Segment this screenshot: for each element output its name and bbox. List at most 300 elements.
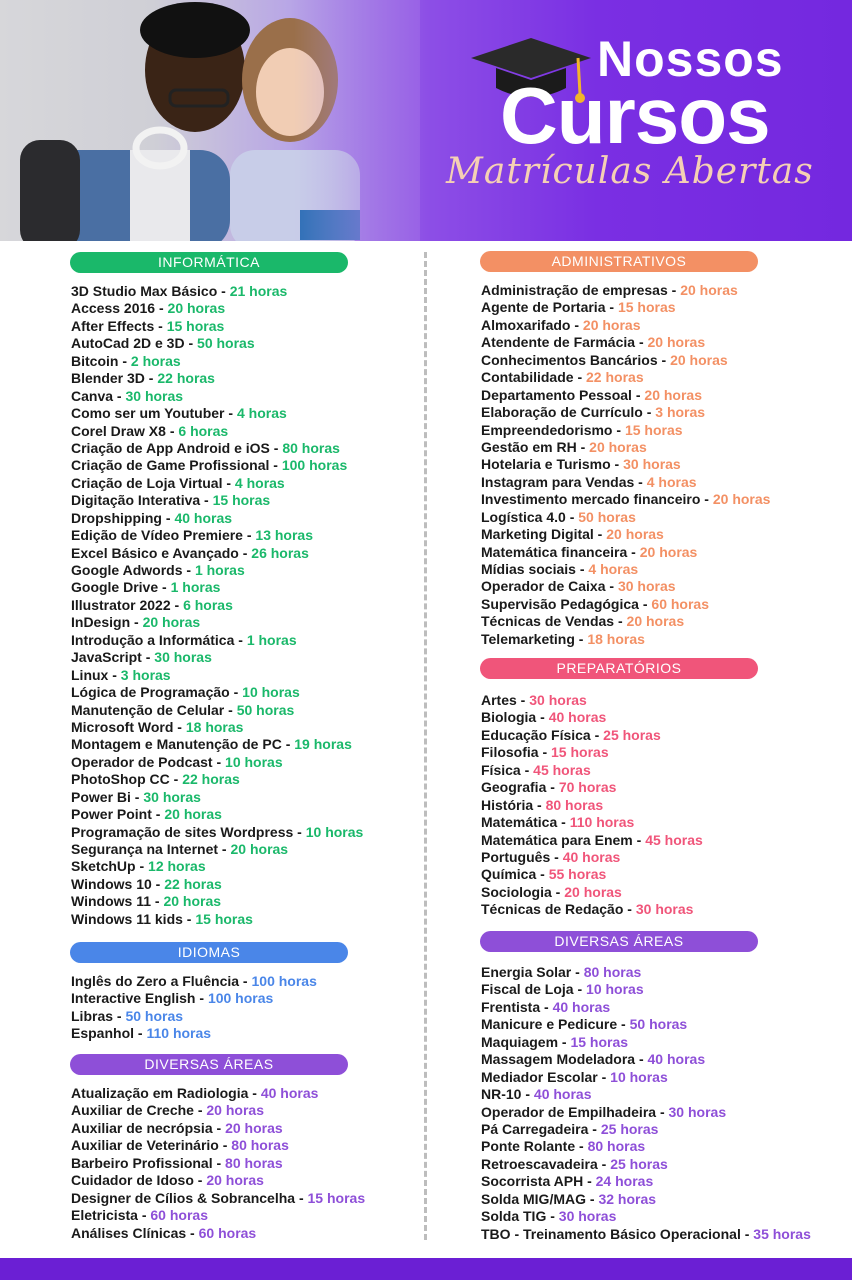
course-hours: 35 horas: [753, 1225, 811, 1242]
course-name: Retroescavadeira: [481, 1155, 598, 1172]
course-item: Designer de Cílios & Sobrancelha - 15 horas: [71, 1189, 366, 1206]
course-list: [481, 964, 811, 1243]
course-name: Manicure e Pedicure: [481, 1016, 618, 1033]
course-item: Matemática para Enem - 45 horas: [481, 831, 703, 848]
course-item: NR-10 - 40 horas: [481, 1086, 592, 1103]
course-item: Manicure e Pedicure - 50 horas: [481, 1016, 688, 1033]
course-item: Interactive English - 100 horas: [71, 990, 274, 1007]
course-item: Programação de sites Wordpress - 10 horas: [71, 823, 364, 840]
course-name: Operador de Caixa: [481, 578, 606, 595]
course-name: Massagem Modeladora: [481, 1051, 636, 1068]
course-name: Criação de Loja Virtual: [71, 474, 223, 491]
course-name: Energia Solar: [481, 964, 572, 980]
course-hours: 20 horas: [647, 334, 706, 351]
course-item: 3D Studio Max Básico - 21 horas: [71, 283, 288, 299]
course-hours: 80 horas: [545, 796, 604, 813]
course-hours: 20 horas: [670, 351, 728, 368]
course-hours: 20 horas: [582, 316, 641, 333]
course-name: PhotoShop CC: [71, 771, 170, 788]
course-name: Power Bi: [71, 788, 131, 805]
course-hours: 50 horas: [236, 701, 295, 718]
course-hours: 15 horas: [617, 299, 676, 316]
course-name: Pá Carregadeira: [481, 1120, 589, 1137]
course-item: Almoxarifado - 20 horas: [481, 316, 641, 333]
course-name: Operador de Empilhadeira: [481, 1103, 657, 1120]
course-hours: 15 horas: [307, 1189, 366, 1206]
course-hours: 12 horas: [148, 858, 206, 875]
course-hours: 20 horas: [225, 1119, 283, 1136]
course-hours: 40 horas: [533, 1086, 592, 1103]
course-name: Almoxarifado: [481, 316, 571, 333]
course-item: Telemarketing - 18 horas: [481, 630, 645, 647]
course-name: Português: [481, 848, 551, 865]
course-item: Criação de Game Profissional - 100 horas: [71, 457, 348, 474]
course-hours: 40 horas: [174, 509, 233, 526]
course-name: Artes: [481, 692, 517, 708]
course-name: Illustrator 2022: [71, 596, 171, 613]
course-hours: 20 horas: [626, 613, 685, 630]
course-name: Designer de Cílios & Sobrancelha: [71, 1189, 296, 1206]
course-item: Solda TIG - 30 horas: [481, 1208, 617, 1225]
course-hours: 30 horas: [623, 456, 681, 473]
course-hours: 18 horas: [185, 718, 244, 735]
course-hours: 60 horas: [651, 595, 709, 612]
course-name: AutoCad 2D e 3D: [71, 335, 185, 352]
course-hours: 110 horas: [569, 814, 635, 831]
course-name: Lógica de Programação: [71, 684, 230, 701]
course-item: Sociologia - 20 horas: [481, 883, 622, 900]
course-name: Matemática para Enem: [481, 831, 633, 848]
course-item: Atendente de Farmácia - 20 horas: [481, 334, 706, 351]
course-name: InDesign: [71, 614, 131, 631]
course-list: [71, 973, 348, 1043]
course-hours: 20 horas: [606, 526, 664, 543]
course-item: Frentista - 40 horas: [481, 998, 611, 1015]
course-item: Windows 11 - 20 horas: [71, 893, 222, 910]
course-name: Introdução a Informática: [71, 631, 235, 648]
course-hours: 20 horas: [712, 491, 771, 508]
course-item: PhotoShop CC - 22 horas: [71, 771, 240, 788]
course-name: Departamento Pessoal: [481, 386, 632, 403]
course-hours: 50 horas: [629, 1016, 688, 1033]
course-hours: 19 horas: [294, 736, 352, 753]
course-name: Corel Draw X8: [71, 422, 166, 439]
course-hours: 70 horas: [558, 779, 617, 796]
course-item: Windows 11 kids - 15 horas: [71, 910, 253, 927]
course-item: Elaboração de Currículo - 3 horas: [481, 404, 706, 421]
course-hours: 100 horas: [281, 457, 348, 474]
course-item: Como ser um Youtuber - 4 horas: [71, 405, 287, 422]
course-hours: 22 horas: [182, 771, 240, 788]
course-hours: 4 horas: [236, 405, 287, 422]
section-informatica: [71, 252, 363, 928]
course-name: Investimento mercado financeiro: [481, 491, 701, 508]
course-hours: 3 horas: [655, 404, 706, 421]
course-item: Introdução a Informática - 1 horas: [71, 631, 297, 648]
course-list: [481, 692, 758, 919]
course-item: Access 2016 - 20 horas: [71, 300, 226, 317]
course-name: História: [481, 796, 534, 813]
course-hours: 20 horas: [167, 300, 226, 317]
course-hours: 100 horas: [251, 973, 317, 989]
course-name: Dropshipping: [71, 509, 162, 526]
course-name: Blender 3D: [71, 370, 145, 387]
course-name: Espanhol: [71, 1025, 135, 1042]
course-item: Retroescavadeira - 25 horas: [481, 1155, 668, 1172]
course-hours: 15 horas: [212, 492, 271, 509]
section-title-administrativos: ADMINISTRATIVOS: [480, 251, 758, 272]
course-item: Segurança na Internet - 20 horas: [71, 841, 289, 857]
course-hours: 60 horas: [150, 1207, 208, 1224]
course-hours: 25 horas: [610, 1155, 668, 1172]
course-item: Eletricista - 60 horas: [71, 1207, 208, 1224]
course-name: Geografia: [481, 779, 547, 796]
course-name: NR-10: [481, 1086, 522, 1103]
course-name: Telemarketing: [481, 630, 575, 647]
course-item: Técnicas de Redação - 30 horas: [481, 901, 694, 918]
course-hours: 20 horas: [206, 1172, 264, 1189]
course-hours: 50 horas: [197, 335, 255, 352]
course-item: Auxiliar de necrópsia - 20 horas: [71, 1119, 283, 1136]
course-item: Logística 4.0 - 50 horas: [481, 508, 636, 525]
course-item: Libras - 50 horas: [71, 1007, 184, 1024]
course-name: Auxiliar de necrópsia: [71, 1119, 213, 1136]
course-name: Operador de Podcast: [71, 753, 213, 770]
course-hours: 4 horas: [646, 473, 697, 490]
course-item: Ponte Rolante - 80 horas: [481, 1138, 646, 1155]
course-item: Lógica de Programação - 10 horas: [71, 684, 300, 701]
course-hours: 20 horas: [142, 614, 201, 631]
course-name: JavaScript: [71, 649, 142, 666]
course-name: Contabilidade: [481, 369, 574, 386]
course-item: Google Drive - 1 horas: [71, 579, 221, 596]
course-hours: 55 horas: [548, 866, 607, 883]
course-item: Matemática - 110 horas: [481, 814, 635, 831]
course-hours: 10 horas: [586, 981, 644, 998]
course-item: Geografia - 70 horas: [481, 779, 617, 796]
course-name: Libras: [71, 1007, 114, 1024]
course-name: Windows 11 kids: [71, 910, 183, 927]
course-item: Espanhol - 110 horas: [71, 1025, 212, 1042]
course-name: Matemática: [481, 814, 558, 831]
course-name: Edição de Vídeo Premiere: [71, 527, 243, 544]
course-hours: 30 horas: [558, 1208, 617, 1225]
course-item: Bitcoin - 2 horas: [71, 352, 181, 369]
title-nossos: Nossos: [597, 31, 784, 87]
course-name: Instagram para Vendas: [481, 473, 635, 490]
course-hours: 22 horas: [164, 875, 222, 892]
subtitle-matriculas: Matrículas Abertas: [446, 151, 814, 192]
section-title-preparatorios: PREPARATÓRIOS: [480, 658, 758, 679]
course-name: Análises Clínicas: [71, 1224, 187, 1241]
course-item: Técnicas de Vendas - 20 horas: [481, 613, 685, 630]
course-hours: 20 horas: [230, 841, 289, 857]
section-title-informatica: INFORMÁTICA: [70, 252, 348, 273]
course-item: Barbeiro Profissional - 80 horas: [71, 1154, 283, 1171]
course-name: Biologia: [481, 709, 537, 726]
course-name: Barbeiro Profissional: [71, 1154, 213, 1171]
course-hours: 80 horas: [282, 439, 340, 456]
course-hours: 30 horas: [635, 901, 694, 918]
course-name: Hotelaria e Turismo: [481, 456, 611, 473]
course-name: Linux: [71, 666, 109, 683]
course-name: Solda MIG/MAG: [481, 1190, 586, 1207]
course-item: TBO - Treinamento Básico Operacional - 35 horas: [481, 1225, 811, 1242]
course-hours: 20 horas: [206, 1102, 264, 1119]
course-item: Auxiliar de Creche - 20 horas: [71, 1102, 264, 1119]
course-item: Operador de Empilhadeira - 30 horas: [481, 1103, 727, 1120]
course-hours: 10 horas: [610, 1068, 668, 1085]
course-name: Solda TIG: [481, 1208, 547, 1225]
course-name: Access 2016: [71, 300, 156, 317]
section-diversas-areas-right: [481, 931, 811, 1243]
course-name: Mídias sociais: [481, 561, 576, 577]
course-item: Illustrator 2022 - 6 horas: [71, 596, 233, 613]
course-hours: 4 horas: [588, 561, 639, 577]
course-name: Excel Básico e Avançado: [71, 544, 239, 561]
course-name: 3D Studio Max Básico: [71, 283, 218, 299]
course-item: Power Point - 20 horas: [71, 806, 222, 823]
course-name: Segurança na Internet: [71, 841, 219, 857]
course-name: Conhecimentos Bancários: [481, 351, 658, 368]
course-hours: 6 horas: [183, 596, 233, 613]
footer-bar: [0, 1258, 852, 1280]
course-hours: 26 horas: [251, 544, 309, 561]
course-hours: 30 horas: [125, 387, 184, 404]
course-hours: 1 horas: [170, 579, 221, 596]
course-hours: 22 horas: [586, 369, 644, 386]
course-item: Filosofia - 15 horas: [481, 744, 609, 761]
course-name: Inglês do Zero a Fluência: [71, 973, 240, 989]
course-name: Montagem e Manutenção de PC: [71, 736, 282, 753]
course-hours: 20 horas: [644, 386, 702, 403]
course-item: AutoCad 2D e 3D - 50 horas: [71, 335, 255, 352]
course-hours: 13 horas: [255, 527, 314, 544]
course-name: After Effects: [71, 317, 155, 334]
course-item: SketchUp - 12 horas: [71, 858, 206, 875]
section-title-diversas-areas: DIVERSAS ÁREAS: [70, 1054, 348, 1075]
course-item: Massagem Modeladora - 40 horas: [481, 1051, 706, 1068]
course-item: Mídias sociais - 4 horas: [481, 561, 639, 577]
course-hours: 4 horas: [234, 474, 285, 491]
course-item: Solda MIG/MAG - 32 horas: [481, 1190, 657, 1207]
course-item: Administração de empresas - 20 horas: [481, 282, 738, 298]
course-item: Edição de Vídeo Premiere - 13 horas: [71, 527, 314, 544]
course-item: Física - 45 horas: [481, 761, 591, 778]
course-item: Instagram para Vendas - 4 horas: [481, 473, 697, 490]
course-hours: 15 horas: [624, 421, 683, 438]
course-name: Supervisão Pedagógica: [481, 595, 639, 612]
course-hours: 40 horas: [552, 998, 611, 1015]
course-name: Bitcoin: [71, 352, 119, 369]
course-item: InDesign - 20 horas: [71, 614, 201, 631]
course-item: Educação Física - 25 horas: [481, 726, 661, 743]
course-item: JavaScript - 30 horas: [71, 649, 212, 666]
course-hours: 110 horas: [146, 1025, 212, 1042]
course-name: Sociologia: [481, 883, 552, 900]
course-item: Auxiliar de Veterinário - 80 horas: [71, 1137, 289, 1154]
course-hours: 20 horas: [564, 883, 622, 900]
course-hours: 45 horas: [645, 831, 703, 848]
course-name: Power Point: [71, 806, 152, 823]
header-banner: [0, 0, 852, 241]
course-hours: 30 horas: [529, 692, 587, 708]
course-item: Excel Básico e Avançado - 26 horas: [71, 544, 309, 561]
course-item: Empreendedorismo - 15 horas: [481, 421, 683, 438]
course-name: Digitação Interativa: [71, 492, 201, 509]
course-hours: 30 horas: [617, 578, 676, 595]
course-hours: 80 horas: [587, 1138, 646, 1155]
course-name: Microsoft Word: [71, 718, 174, 735]
course-item: Investimento mercado financeiro - 20 horas: [481, 491, 771, 508]
course-item: Hotelaria e Turismo - 30 horas: [481, 456, 681, 473]
section-title-diversas-areas: DIVERSAS ÁREAS: [480, 931, 758, 952]
course-name: Técnicas de Redação: [481, 901, 624, 918]
course-hours: 20 horas: [163, 893, 222, 910]
course-name: Elaboração de Currículo: [481, 404, 643, 421]
course-item: Conhecimentos Bancários - 20 horas: [481, 351, 728, 368]
course-item: Pá Carregadeira - 25 horas: [481, 1120, 659, 1137]
course-item: Atualização em Radiologia - 40 horas: [71, 1085, 319, 1101]
course-name: Marketing Digital: [481, 526, 594, 543]
course-name: Administração de empresas: [481, 282, 668, 298]
course-item: Criação de App Android e iOS - 80 horas: [71, 439, 340, 456]
course-name: Maquiagem: [481, 1033, 559, 1050]
course-hours: 20 horas: [680, 282, 738, 298]
course-hours: 80 horas: [231, 1137, 289, 1154]
course-item: História - 80 horas: [481, 796, 604, 813]
course-item: Operador de Podcast - 10 horas: [71, 753, 283, 770]
course-hours: 30 horas: [143, 788, 201, 805]
course-hours: 20 horas: [639, 543, 698, 560]
course-hours: 40 horas: [647, 1051, 706, 1068]
course-name: Criação de App Android e iOS: [71, 439, 270, 456]
course-hours: 25 horas: [600, 1120, 659, 1137]
course-name: Canva: [71, 387, 114, 404]
course-item: Socorrista APH - 24 horas: [481, 1173, 654, 1190]
course-item: Gestão em RH - 20 horas: [481, 438, 647, 455]
course-hours: 24 horas: [595, 1173, 654, 1190]
course-hours: 80 horas: [583, 964, 642, 980]
course-item: Canva - 30 horas: [71, 387, 184, 404]
course-item: Fiscal de Loja - 10 horas: [481, 981, 644, 998]
course-item: Biologia - 40 horas: [481, 709, 607, 726]
course-hours: 15 horas: [551, 744, 609, 761]
course-item: Energia Solar - 80 horas: [481, 964, 642, 980]
course-name: Fiscal de Loja: [481, 981, 574, 998]
column-divider: [424, 252, 427, 1240]
section-preparatorios: [481, 658, 758, 919]
course-item: Análises Clínicas - 60 horas: [71, 1224, 257, 1241]
course-item: Power Bi - 30 horas: [71, 788, 201, 805]
course-name: Windows 10: [71, 875, 152, 892]
course-name: SketchUp: [71, 858, 136, 875]
course-list: [71, 283, 363, 928]
course-name: Gestão em RH: [481, 438, 577, 455]
course-item: Contabilidade - 22 horas: [481, 369, 644, 386]
course-hours: 15 horas: [195, 910, 253, 927]
course-item: Google Adwords - 1 horas: [71, 562, 245, 578]
course-item: Microsoft Word - 18 horas: [71, 718, 244, 735]
course-item: Artes - 30 horas: [481, 692, 587, 708]
course-item: Corel Draw X8 - 6 horas: [71, 422, 229, 439]
course-name: TBO - Treinamento Básico Operacional: [481, 1225, 741, 1242]
course-hours: 22 horas: [157, 370, 215, 387]
course-name: Auxiliar de Creche: [71, 1102, 194, 1119]
course-item: Departamento Pessoal - 20 horas: [481, 386, 702, 403]
course-item: Dropshipping - 40 horas: [71, 509, 233, 526]
course-name: Interactive English: [71, 990, 196, 1007]
course-hours: 20 horas: [589, 438, 647, 455]
course-hours: 50 horas: [125, 1007, 184, 1024]
course-item: Inglês do Zero a Fluência - 100 horas: [71, 973, 317, 989]
course-name: Educação Física: [481, 726, 591, 743]
course-hours: 6 horas: [178, 422, 229, 439]
section-idiomas: [71, 942, 348, 1043]
course-hours: 21 horas: [229, 283, 288, 299]
course-item: Matemática financeira - 20 horas: [481, 543, 698, 560]
course-list: [481, 282, 770, 648]
course-name: Windows 11: [71, 893, 152, 910]
course-hours: 20 horas: [164, 806, 222, 823]
course-name: Ponte Rolante: [481, 1138, 576, 1155]
course-hours: 10 horas: [305, 823, 364, 840]
course-hours: 80 horas: [225, 1154, 283, 1171]
course-item: Supervisão Pedagógica - 60 horas: [481, 595, 709, 612]
course-hours: 25 horas: [603, 726, 661, 743]
course-hours: 30 horas: [668, 1103, 727, 1120]
course-name: Programação de sites Wordpress: [71, 823, 294, 840]
course-list: [71, 1085, 365, 1242]
course-name: Socorrista APH: [481, 1173, 584, 1190]
course-item: Manutenção de Celular - 50 horas: [71, 701, 295, 718]
course-hours: 1 horas: [194, 562, 245, 578]
course-name: Google Drive: [71, 579, 159, 596]
course-hours: 50 horas: [578, 508, 636, 525]
course-hours: 30 horas: [154, 649, 212, 666]
course-item: Maquiagem - 15 horas: [481, 1033, 629, 1050]
section-administrativos: [481, 251, 770, 648]
course-hours: 60 horas: [198, 1224, 257, 1241]
course-hours: 1 horas: [246, 631, 297, 648]
course-item: Operador de Caixa - 30 horas: [481, 578, 676, 595]
course-name: Frentista: [481, 998, 541, 1015]
course-item: Agente de Portaria - 15 horas: [481, 299, 676, 316]
course-name: Criação de Game Profissional: [71, 457, 270, 474]
course-hours: 18 horas: [587, 630, 645, 647]
course-name: Atendente de Farmácia: [481, 334, 636, 351]
course-name: Empreendedorismo: [481, 421, 613, 438]
course-hours: 2 horas: [130, 352, 181, 369]
course-name: Matemática financeira: [481, 543, 628, 560]
course-name: Eletricista: [71, 1207, 138, 1224]
title-cursos: Cursos: [500, 71, 770, 160]
course-name: Como ser um Youtuber: [71, 405, 225, 422]
course-hours: 45 horas: [533, 761, 591, 778]
course-name: Logística 4.0: [481, 508, 566, 525]
course-item: Linux - 3 horas: [71, 666, 171, 683]
course-item: Criação de Loja Virtual - 4 horas: [71, 474, 285, 491]
course-item: Português - 40 horas: [481, 848, 621, 865]
course-name: Filosofia: [481, 744, 539, 761]
course-hours: 10 horas: [225, 753, 283, 770]
course-hours: 40 horas: [548, 709, 607, 726]
course-item: Marketing Digital - 20 horas: [481, 526, 664, 543]
course-item: Montagem e Manutenção de PC - 19 horas: [71, 736, 352, 753]
course-item: Windows 10 - 22 horas: [71, 875, 222, 892]
course-name: Atualização em Radiologia: [71, 1085, 249, 1101]
course-hours: 15 horas: [166, 317, 225, 334]
